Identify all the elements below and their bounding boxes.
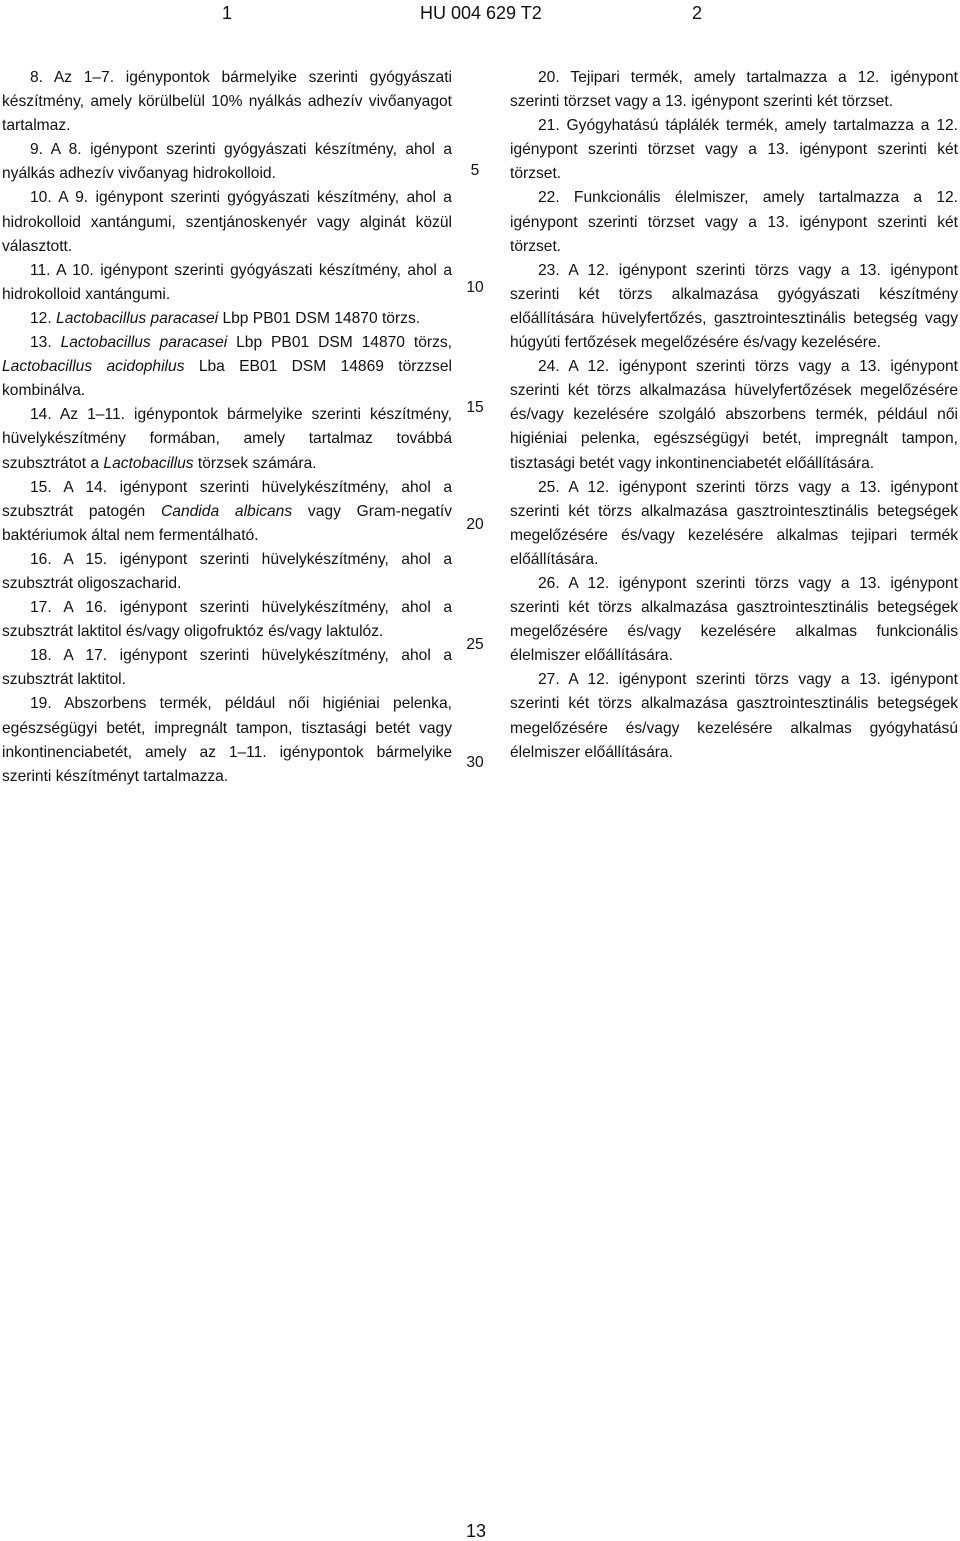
claim-11: 11. A 10. igénypont szerinti gyógyászati készítmény, ahol a hidrokolloid xantángumi.	[2, 261, 452, 303]
claim-13: 13. Lactobacillus paracasei Lbp PB01 DSM 14870 törzs, Lactobacillus acidophilus Lba EB01 DSM 14869 törzzsel kombinálva.	[2, 334, 452, 400]
left-claims-column	[2, 66, 452, 789]
claim-20: 20. Tejipari termék, amely tartalmazza a 12. igénypont szerinti törzset vagy a 13. igénypont szerinti két törzset.	[510, 69, 958, 111]
claim-8: 8. Az 1–7. igénypontok bármelyike szerinti gyógyászati készítmény, amely körülbelül 10% nyálkás adhezív vivőanyagot tartalmaz.	[2, 69, 452, 135]
claim-19: 19. Abszorbens termék, például női higiéniai pelenka, egészségügyi betét, impregnált tampon, tisztasági betét vagy inkontinenciabetét, amely az 1–11. igénypontok bármelyike szerinti készítményt tartalmazza.	[2, 695, 452, 785]
line-number-25: 25	[466, 636, 484, 653]
line-number-20: 20	[466, 516, 484, 533]
header-document-number: HU 004 629 T2	[420, 3, 542, 23]
claim-14: 14. Az 1–11. igénypontok bármelyike szerinti készítmény, hüvelykészítmény formában, amely tartalmaz továbbá szubsztrátot a Lactobacillus törzsek számára.	[2, 406, 452, 472]
claim-25: 25. A 12. igénypont szerinti törzs vagy a 13. igénypont szerinti két törzs alkalmazása gasztrointesztinális betegségek megelőzésére és/vagy kezelésére alkalmas tejipari termék előállítására.	[510, 478, 958, 568]
header-page-left: 1	[222, 3, 233, 23]
line-number-15: 15	[466, 399, 484, 416]
claim-10: 10. A 9. igénypont szerinti gyógyászati készítmény, ahol a hidrokolloid xantángumi, szentjánoskenyér vagy alginát közül választott.	[2, 189, 452, 255]
claim-24: 24. A 12. igénypont szerinti törzs vagy a 13. igénypont szerinti két törzs alkalmazása hüvelyfertőzések megelőzésére és/vagy kezelésére szolgáló abszorbens termék, például női higiéniai pelenka, egészségügyi betét, impregnált tampon, tisztasági betét vagy inkontinenciabetét előállítására.	[510, 358, 958, 472]
claim-26: 26. A 12. igénypont szerinti törzs vagy a 13. igénypont szerinti két törzs alkalmazása gasztrointesztinális betegségek megelőzésére és/vagy kezelésére alkalmas funkcionális élelmiszer előállítására.	[510, 574, 958, 665]
line-number-5: 5	[470, 162, 480, 179]
line-number-30: 30	[466, 754, 484, 771]
claim-12: 12. Lactobacillus paracasei Lbp PB01 DSM 14870 törzs.	[30, 309, 421, 327]
right-claims-column	[510, 66, 958, 765]
claim-18: 18. A 17. igénypont szerinti hüvelykészítmény, ahol a szubsztrát laktitol.	[2, 647, 452, 689]
claim-17: 17. A 16. igénypont szerinti hüvelykészítmény, ahol a szubsztrát laktitol és/vagy oligofruktóz és/vagy laktulóz.	[2, 599, 452, 641]
claim-16: 16. A 15. igénypont szerinti hüvelykészítmény, ahol a szubsztrát oligoszacharid.	[2, 550, 452, 592]
claim-27: 27. A 12. igénypont szerinti törzs vagy a 13. igénypont szerinti két törzs alkalmazása gasztrointesztinális betegségek megelőzésére és/vagy kezelésére alkalmas gyógyhatású élelmiszer előállítására.	[510, 671, 958, 761]
claim-15: 15. A 14. igénypont szerinti hüvelykészítmény, ahol a szubsztrát patogén Candida albicans vagy Gram-negatív baktériumok által nem fermentálható.	[2, 478, 452, 544]
footer-page-number: 13	[466, 1521, 487, 1541]
claim-9: 9. A 8. igénypont szerinti gyógyászati készítmény, ahol a nyálkás adhezív vivőanyag hidrokolloid.	[2, 141, 452, 183]
line-number-10: 10	[466, 279, 484, 296]
header-page-right: 2	[692, 3, 703, 23]
claim-22: 22. Funkcionális élelmiszer, amely tartalmazza a 12. igénypont szerinti törzset vagy a 13. igénypont szerinti két törzset.	[510, 189, 958, 255]
claim-23: 23. A 12. igénypont szerinti törzs vagy a 13. igénypont szerinti két törzs alkalmazása gyógyászati készítmény előállítására hüvelyfertőzés, gasztrointesztinális betegség vagy húgyúti fertőzések megelőzésére és/vagy kezelésére.	[510, 261, 958, 352]
claim-21: 21. Gyógyhatású táplálék termék, amely tartalmazza a 12. igénypont szerinti törzset vagy a 13. igénypont szerinti két törzset.	[510, 117, 958, 183]
